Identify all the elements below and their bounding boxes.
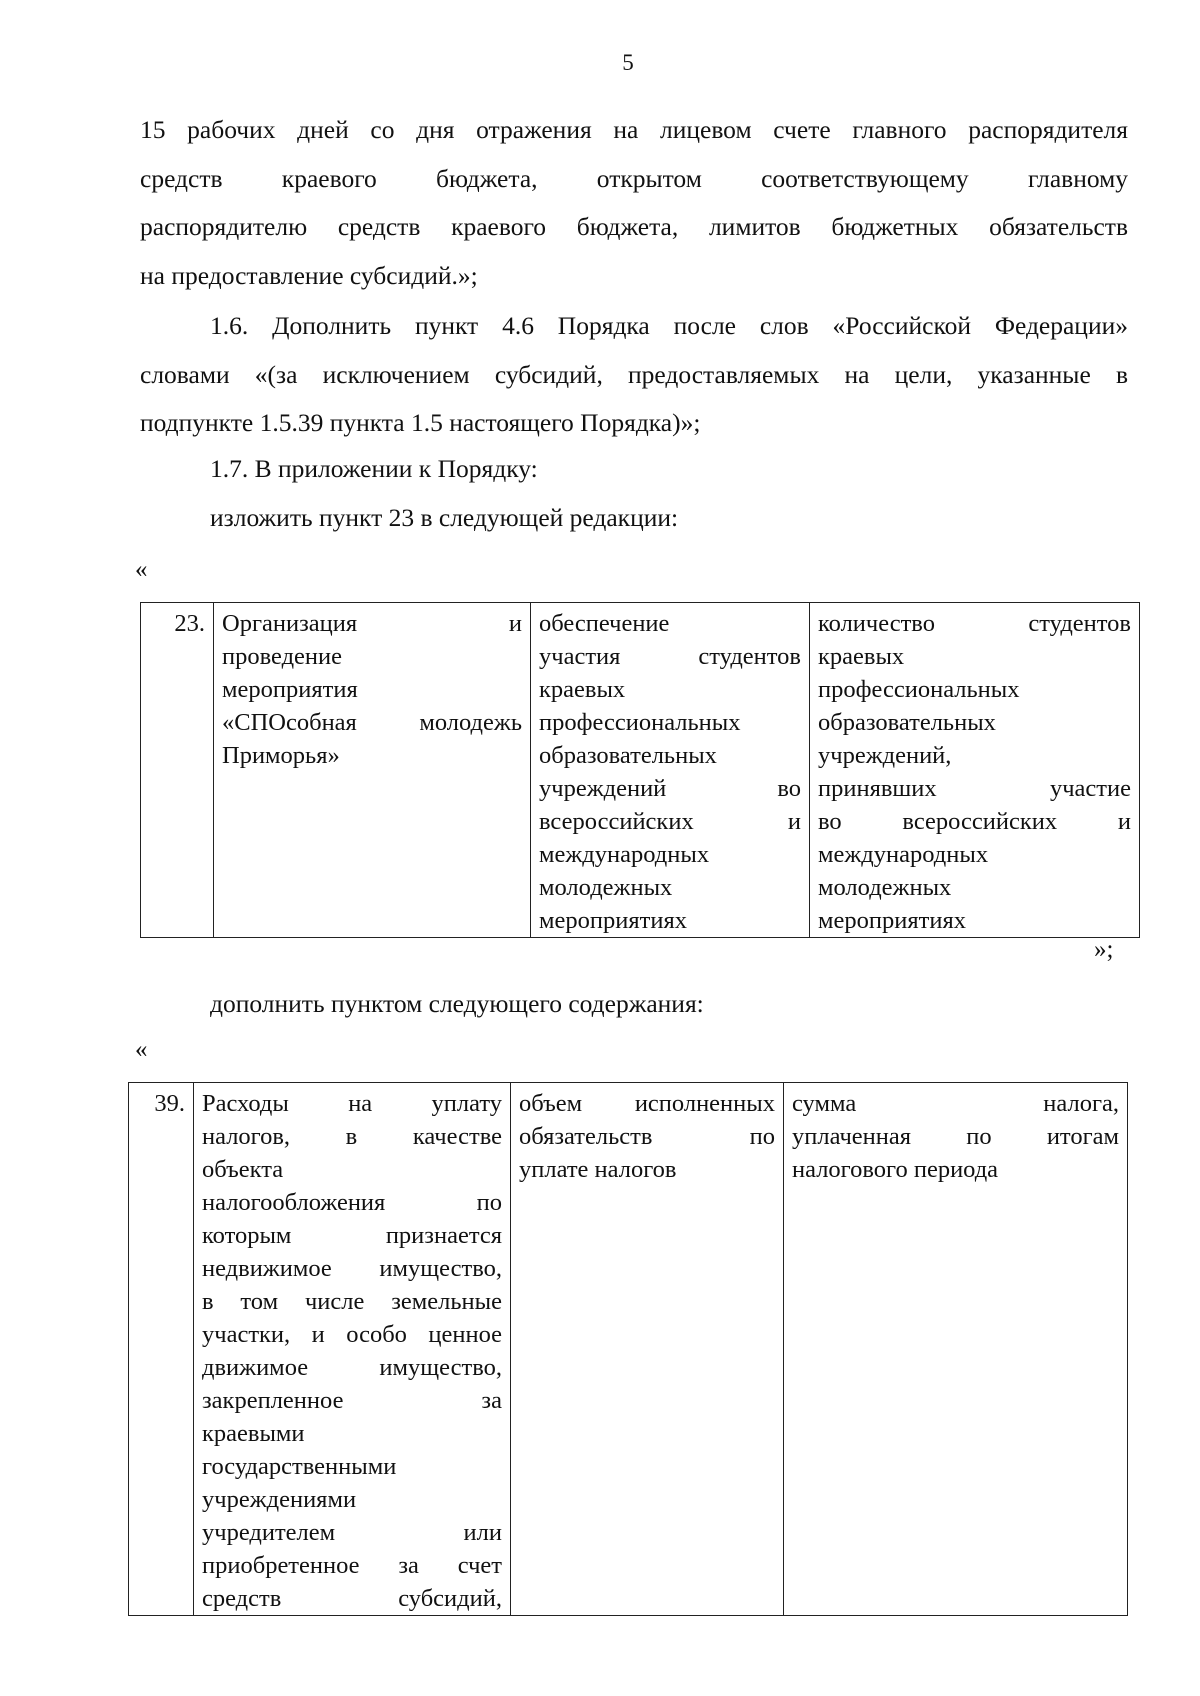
- cell-line: учреждений,: [818, 742, 952, 769]
- item-indicator: [810, 603, 1140, 938]
- cell-line: сумма налога,: [792, 1090, 1119, 1117]
- cell-line: уплаченная по итогам: [792, 1123, 1119, 1150]
- cell-line: мероприятиях: [539, 907, 687, 934]
- cell-line: обеспечение: [539, 610, 670, 637]
- cell-line: закрепленное за: [202, 1387, 502, 1414]
- cell-line: международных: [539, 841, 710, 868]
- cell-line: налогового периода: [792, 1156, 999, 1183]
- cell-line: во всероссийских и: [818, 808, 1131, 835]
- cell-line: приобретенное за счет: [202, 1552, 502, 1579]
- cell-line: молодежных: [818, 874, 952, 901]
- cell-line: количество студентов: [818, 610, 1131, 637]
- instruction-replace-item-23: изложить пункт 23 в следующей редакции:: [210, 503, 679, 532]
- paragraph-1-7: 1.7. В приложении к Порядку:: [210, 454, 538, 483]
- cell-line: мероприятиях: [818, 907, 966, 934]
- paragraph-continuation: [140, 106, 1128, 300]
- cell-line: молодежных: [539, 874, 673, 901]
- text-line: подпункте 1.5.39 пункта 1.5 настоящего Порядка)»;: [140, 408, 701, 437]
- close-quote: »;: [1094, 936, 1114, 963]
- cell-line: учреждений во: [539, 775, 801, 802]
- cell-line: профессиональных: [818, 676, 1020, 703]
- cell-line: недвижимое имущество,: [202, 1255, 502, 1282]
- cell-line: движимое имущество,: [202, 1354, 502, 1381]
- item-purpose: [511, 1083, 784, 1616]
- cell-line: краевых: [539, 676, 626, 703]
- table-row: [129, 1083, 1128, 1616]
- cell-line: которым признается: [202, 1222, 502, 1249]
- cell-line: учредителем или: [202, 1519, 502, 1546]
- cell-line: «СПОсобная молодежь: [222, 709, 522, 736]
- item-name: [194, 1083, 511, 1616]
- cell-line: образовательных: [818, 709, 996, 736]
- cell-line: налогообложения по: [202, 1189, 502, 1216]
- cell-line: участки, и особо ценное: [202, 1321, 502, 1348]
- cell-line: в том числе земельные: [202, 1288, 502, 1315]
- cell-line: проведение: [222, 643, 343, 670]
- cell-line: объем исполненных: [519, 1090, 775, 1117]
- cell-line: Расходы на уплату: [202, 1090, 502, 1117]
- paragraph-1-6: [140, 302, 1128, 448]
- cell-line: международных: [818, 841, 989, 868]
- text-line: средств краевого бюджета, открытом соответствующему главному: [140, 163, 1128, 193]
- item-number: 39.: [129, 1083, 194, 1616]
- cell-line: Приморья»: [222, 742, 340, 769]
- item-number: 23.: [141, 603, 214, 938]
- item-indicator: [784, 1083, 1128, 1616]
- open-quote: «: [135, 556, 148, 583]
- cell-line: учреждениями: [202, 1486, 357, 1513]
- text-line: распорядителю средств краевого бюджета, лимитов бюджетных обязательств: [140, 212, 1128, 241]
- page-number: 5: [622, 50, 634, 75]
- text-line: 15 рабочих дней со дня отражения на лицевом счете главного распорядителя: [140, 115, 1128, 144]
- cell-line: краевыми: [202, 1420, 305, 1447]
- cell-line: налогов, в качестве: [202, 1123, 502, 1150]
- table-row: [141, 603, 1140, 938]
- cell-line: всероссийских и: [539, 808, 801, 835]
- text-line: на предоставление субсидий.»;: [140, 260, 478, 290]
- open-quote: «: [135, 1036, 148, 1063]
- item-purpose: [531, 603, 810, 938]
- cell-line: образовательных: [539, 742, 717, 769]
- cell-line: уплате налогов: [519, 1156, 677, 1183]
- cell-line: Организация и: [222, 610, 522, 637]
- instruction-add-item: дополнить пунктом следующего содержания:: [210, 989, 704, 1018]
- table-item-23: [140, 602, 1140, 938]
- text-line: 1.6. Дополнить пункт 4.6 Порядка после слов «Российской Федерации»: [210, 311, 1128, 340]
- cell-line: государственными: [202, 1453, 397, 1480]
- table-item-39: [128, 1082, 1128, 1616]
- cell-line: профессиональных: [539, 709, 741, 736]
- cell-line: краевых: [818, 643, 905, 670]
- text-line: словами «(за исключением субсидий, предоставляемых на цели, указанные в: [140, 359, 1128, 389]
- item-name: [214, 603, 531, 938]
- cell-line: обязательств по: [519, 1123, 775, 1150]
- cell-line: принявших участие: [818, 775, 1131, 802]
- cell-line: мероприятия: [222, 676, 358, 703]
- cell-line: участия студентов: [539, 643, 801, 670]
- cell-line: объекта: [202, 1156, 284, 1183]
- cell-line: средств субсидий,: [202, 1585, 502, 1612]
